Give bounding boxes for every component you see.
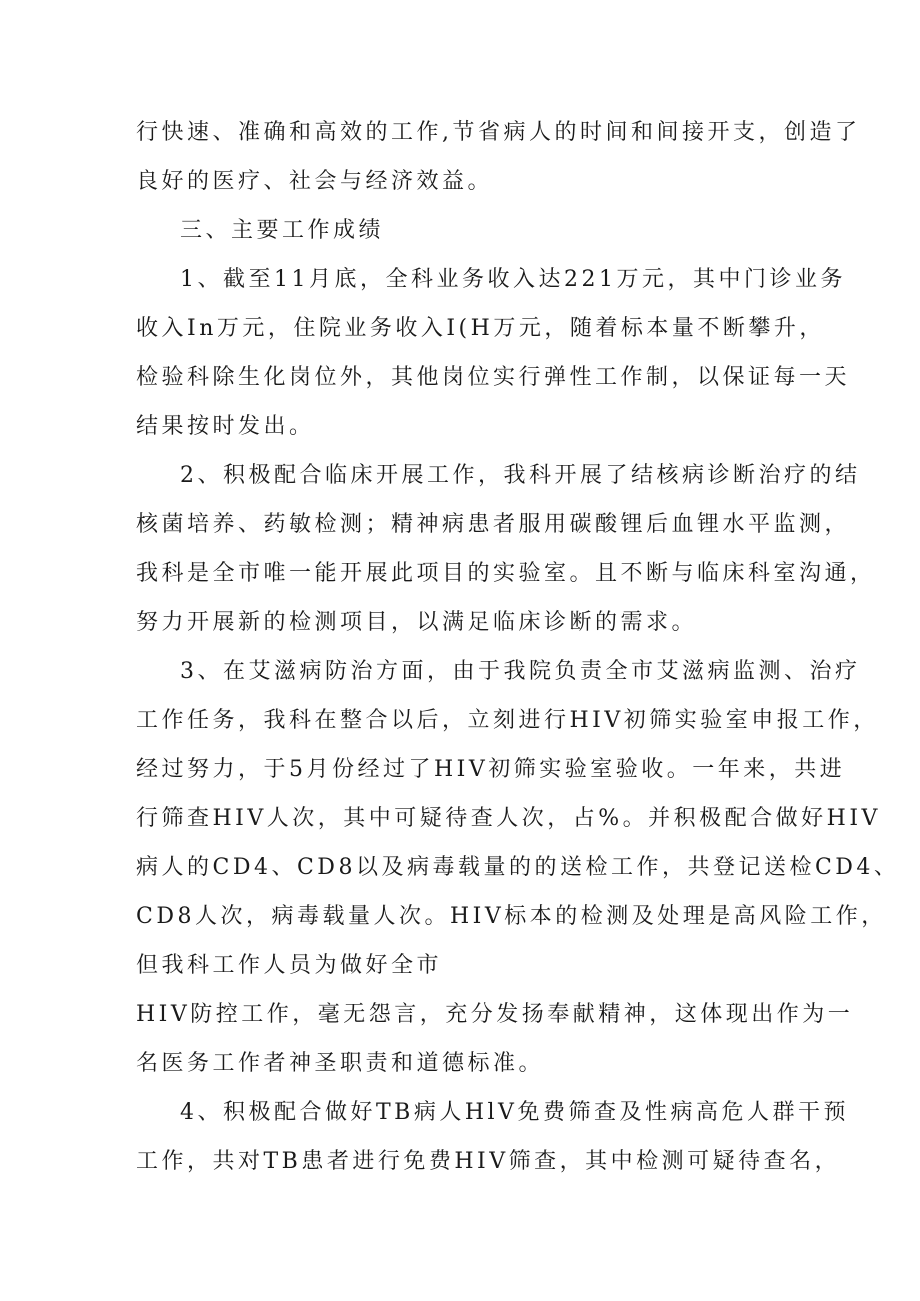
paragraph-2-start: 2、积极配合临床开展工作，我科开展了结核病诊断治疗的结 <box>180 463 861 488</box>
text-line: 工作，共对TB患者进行免费HIV筛查，其中检测可疑待查名， <box>136 1149 841 1174</box>
text-line: 努力开展新的检测项目，以满足临床诊断的需求。 <box>136 610 698 635</box>
section-heading: 三、主要工作成绩 <box>180 218 385 243</box>
paragraph-3-start: 3、在艾滋病防治方面，由于我院负责全市艾滋病监测、治疗 <box>180 659 861 684</box>
text-line: HIV防控工作，毫无怨言，充分发扬奉献精神，这体现出作为一 <box>136 1002 854 1027</box>
text-line: 我科是全市唯一能开展此项目的实验室。且不断与临床科室沟通， <box>136 561 876 586</box>
text-line: 但我科工作人员为做好全市 <box>136 953 443 978</box>
text-line: CD8人次，病毒载量人次。HIV标本的检测及处理是高风险工作， <box>136 904 887 929</box>
paragraph-1-start: 1、截至11月底，全科业务收入达221万元，其中门诊业务 <box>180 267 846 292</box>
text-line: 病人的CD4、CD8以及病毒载量的的送检工作，共登记送检CD4、 <box>136 855 900 880</box>
text-line: 良好的医疗、社会与经济效益。 <box>136 169 494 194</box>
text-line: 核菌培养、药敏检测；精神病患者服用碳酸锂后血锂水平监测， <box>136 512 851 537</box>
text-line: 结果按时发出。 <box>136 414 315 439</box>
text-line: 名医务工作者神圣职责和道德标准。 <box>136 1051 545 1076</box>
text-line: 工作任务，我科在整合以后，立刻进行HIV初筛实验室申报工作， <box>136 708 879 733</box>
paragraph-4-start: 4、积极配合做好TB病人HlV免费筛查及性病高危人群干预 <box>180 1100 849 1125</box>
text-line: 行快速、准确和高效的工作,节省病人的时间和间接开支，创造了 <box>136 120 861 145</box>
text-line: 经过努力，于5月份经过了HIV初筛实验室验收。一年来，共进 <box>136 757 846 782</box>
text-line: 收入In万元，住院业务收入I(H万元，随着标本量不断攀升， <box>136 316 825 341</box>
text-line: 行筛查HIV人次，其中可疑待查人次，占%。并积极配合做好HIV <box>136 806 881 831</box>
text-line: 检验科除生化岗位外，其他岗位实行弹性工作制，以保证每一天 <box>136 365 851 390</box>
